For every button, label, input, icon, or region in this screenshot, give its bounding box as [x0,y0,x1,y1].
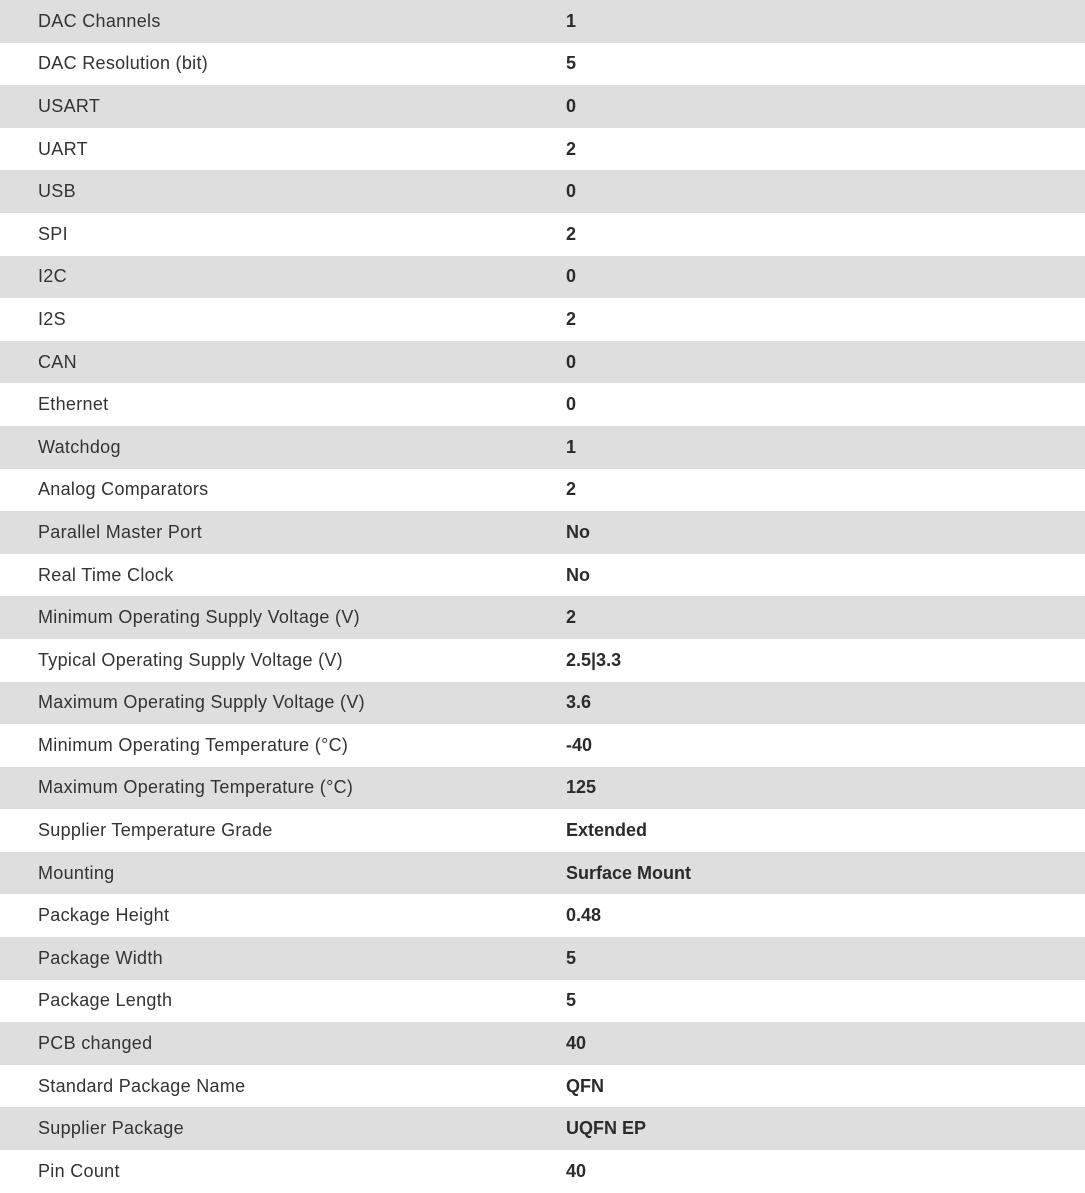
spec-row-parallel-master-port [0,511,1085,554]
spec-row-max-temperature [0,767,1085,810]
spec-value: No [566,511,1085,554]
spec-value: 5 [566,43,1085,86]
spec-row-spi [0,213,1085,256]
spec-value: 1 [566,426,1085,469]
spec-label: I2S [0,298,566,341]
spec-row-min-supply-voltage [0,596,1085,639]
spec-value: Extended [566,809,1085,852]
spec-label: Supplier Temperature Grade [0,809,566,852]
spec-label: Minimum Operating Supply Voltage (V) [0,596,566,639]
spec-label: DAC Channels [0,0,566,43]
spec-row-can [0,341,1085,384]
spec-value: Surface Mount [566,852,1085,895]
spec-label: Maximum Operating Supply Voltage (V) [0,682,566,725]
spec-value: 5 [566,980,1085,1023]
spec-label: Supplier Package [0,1107,566,1150]
spec-row-supplier-package [0,1107,1085,1150]
spec-label: SPI [0,213,566,256]
spec-row-pin-count [0,1150,1085,1193]
spec-label: Mounting [0,852,566,895]
spec-label: I2C [0,256,566,299]
spec-row-watchdog [0,426,1085,469]
spec-value: UQFN EP [566,1107,1085,1150]
spec-label: Typical Operating Supply Voltage (V) [0,639,566,682]
spec-row-mounting [0,852,1085,895]
spec-label: Analog Comparators [0,469,566,512]
spec-row-ethernet [0,383,1085,426]
spec-row-usart [0,85,1085,128]
spec-value: QFN [566,1065,1085,1108]
spec-value: 5 [566,937,1085,980]
spec-row-typical-supply-voltage [0,639,1085,682]
spec-label: DAC Resolution (bit) [0,43,566,86]
spec-value: 1 [566,0,1085,43]
spec-value: 2 [566,213,1085,256]
spec-row-usb [0,170,1085,213]
spec-row-package-height [0,894,1085,937]
spec-value: 40 [566,1022,1085,1065]
spec-value: 2 [566,298,1085,341]
spec-label: PCB changed [0,1022,566,1065]
spec-label: Package Length [0,980,566,1023]
spec-label: Watchdog [0,426,566,469]
spec-label: USART [0,85,566,128]
spec-label: Minimum Operating Temperature (°C) [0,724,566,767]
spec-row-package-length [0,980,1085,1023]
spec-label: Package Height [0,894,566,937]
spec-row-dac-resolution [0,43,1085,86]
spec-label: UART [0,128,566,171]
spec-value: 0 [566,341,1085,384]
spec-row-package-width [0,937,1085,980]
spec-row-min-temperature [0,724,1085,767]
spec-label: Real Time Clock [0,554,566,597]
spec-value: 0 [566,256,1085,299]
spec-value: 2.5|3.3 [566,639,1085,682]
spec-label: USB [0,170,566,213]
spec-row-i2c [0,256,1085,299]
spec-value: 3.6 [566,682,1085,725]
spec-row-standard-package-name [0,1065,1085,1108]
spec-value: 0.48 [566,894,1085,937]
spec-value: 2 [566,596,1085,639]
spec-row-uart [0,128,1085,171]
spec-row-pcb-changed [0,1022,1085,1065]
spec-label: Standard Package Name [0,1065,566,1108]
spec-row-real-time-clock [0,554,1085,597]
spec-label: Package Width [0,937,566,980]
spec-value: 0 [566,383,1085,426]
spec-label: Maximum Operating Temperature (°C) [0,767,566,810]
spec-label: CAN [0,341,566,384]
spec-row-analog-comparators [0,469,1085,512]
spec-value: 125 [566,767,1085,810]
spec-row-temperature-grade [0,809,1085,852]
spec-value: No [566,554,1085,597]
spec-label: Pin Count [0,1150,566,1193]
spec-value: 0 [566,170,1085,213]
spec-value: 2 [566,469,1085,512]
spec-value: 0 [566,85,1085,128]
spec-value: -40 [566,724,1085,767]
spec-label: Parallel Master Port [0,511,566,554]
spec-value: 40 [566,1150,1085,1193]
spec-value: 2 [566,128,1085,171]
spec-label: Ethernet [0,383,566,426]
spec-row-max-supply-voltage [0,682,1085,725]
spec-row-dac-channels [0,0,1085,43]
spec-row-i2s [0,298,1085,341]
